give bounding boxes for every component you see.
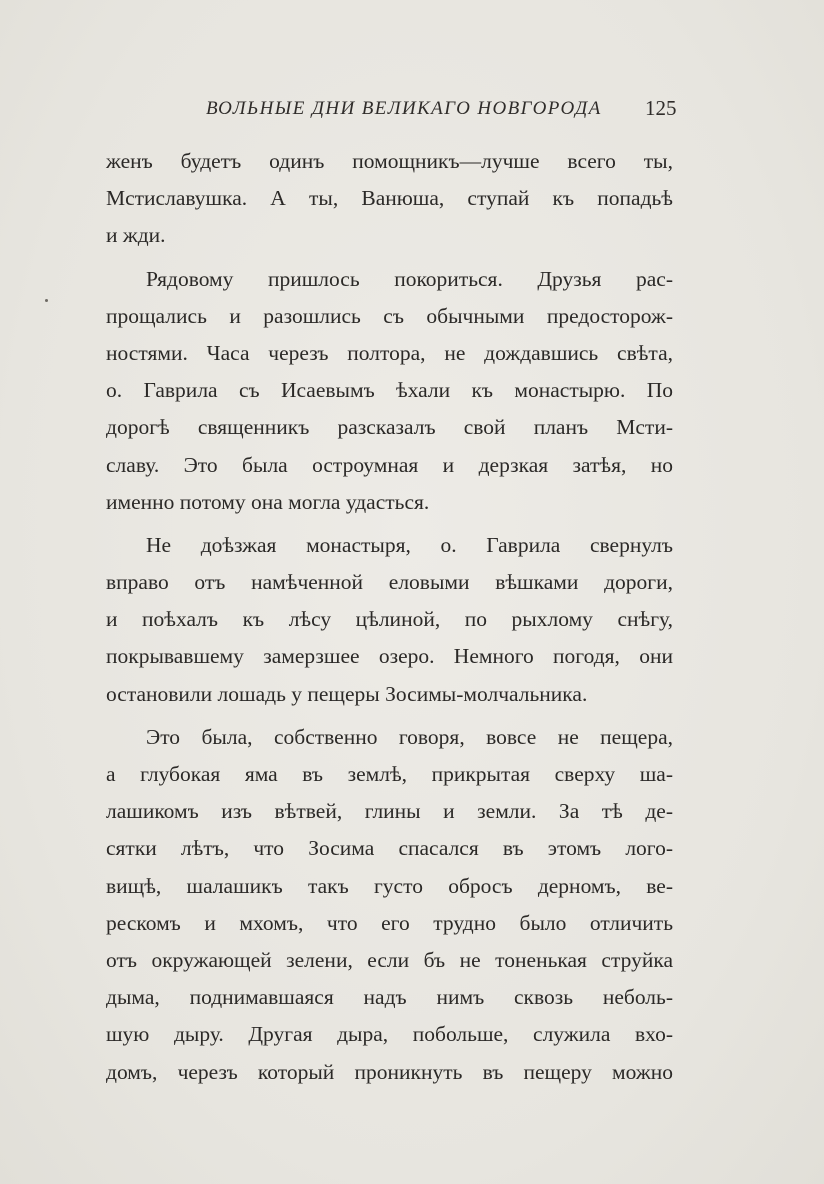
text-line: именно потому она могла удасться.: [106, 489, 430, 514]
page-number: 125: [645, 96, 677, 120]
text-line: дорогѣ священникъ разсказалъ свой планъ Мсти-: [106, 415, 673, 440]
text-line: вищѣ, шалашикъ такъ густо обросъ дерномъ, ве-: [106, 873, 673, 898]
paragraph-3: [106, 527, 673, 713]
text-line: и поѣхалъ къ лѣсу цѣлиной, по рыхлому снѣгу,: [106, 607, 673, 632]
text-line: славу. Это была остроумная и дерзкая затѣя, но: [106, 452, 673, 477]
body-text: [106, 143, 673, 1091]
text-line: покрывавшему замерзшее озеро. Немного погодя, они: [106, 644, 673, 669]
text-line: остановили лошадь у пещеры Зосимы-молчальника.: [106, 681, 588, 706]
paper-speck: [45, 299, 48, 302]
text-line: Это была, собственно говоря, вовсе не пещера,: [146, 724, 673, 749]
text-line: а глубокая яма въ землѣ, прикрытая сверху ша-: [106, 762, 673, 786]
text-line: ностями. Часа черезъ полтора, не дождавшись свѣта,: [106, 340, 673, 365]
paragraph-2: [106, 261, 673, 521]
text-line: шую дыру. Другая дыра, побольше, служила вхо-: [106, 1022, 673, 1047]
text-line: сятки лѣтъ, что Зосима спасался въ этомъ лого-: [106, 836, 673, 861]
paragraph-1: [106, 143, 673, 255]
text-line: о. Гаврила съ Исаевымъ ѣхали къ монастырю. По: [106, 378, 673, 403]
text-line: Не доѣзжая монастыря, о. Гаврила свернулъ: [146, 532, 673, 557]
text-line: отъ окружающей зелени, если бъ не тоненькая струйка: [106, 947, 673, 972]
text-line: Рядовому пришлось покориться. Друзья рас-: [146, 266, 673, 291]
text-line: вправо отъ намѣченной еловыми вѣшками дороги,: [106, 570, 673, 595]
paragraph-4: [106, 719, 673, 1091]
text-line: лашикомъ изъ вѣтвей, глины и земли. За тѣ де-: [106, 799, 673, 824]
running-title: ВОЛЬНЫЕ ДНИ ВЕЛИКАГО НОВГОРОДА: [206, 98, 602, 119]
text-line: прощались и разошлись съ обычными предосторож-: [106, 303, 673, 328]
text-line: дыма, поднимавшаяся надъ нимъ сквозь неболь-: [106, 985, 673, 1010]
text-line: рескомъ и мхомъ, что его трудно было отличить: [106, 910, 673, 935]
running-head: [0, 98, 824, 128]
text-line: и жди.: [106, 223, 166, 248]
text-line: домъ, черезъ который проникнуть въ пещеру можно: [106, 1059, 673, 1084]
text-line: женъ будетъ одинъ помощникъ—лучше всего ты,: [106, 149, 673, 173]
text-line: Мстиславушка. А ты, Ванюша, ступай къ попадьѣ: [106, 186, 673, 211]
